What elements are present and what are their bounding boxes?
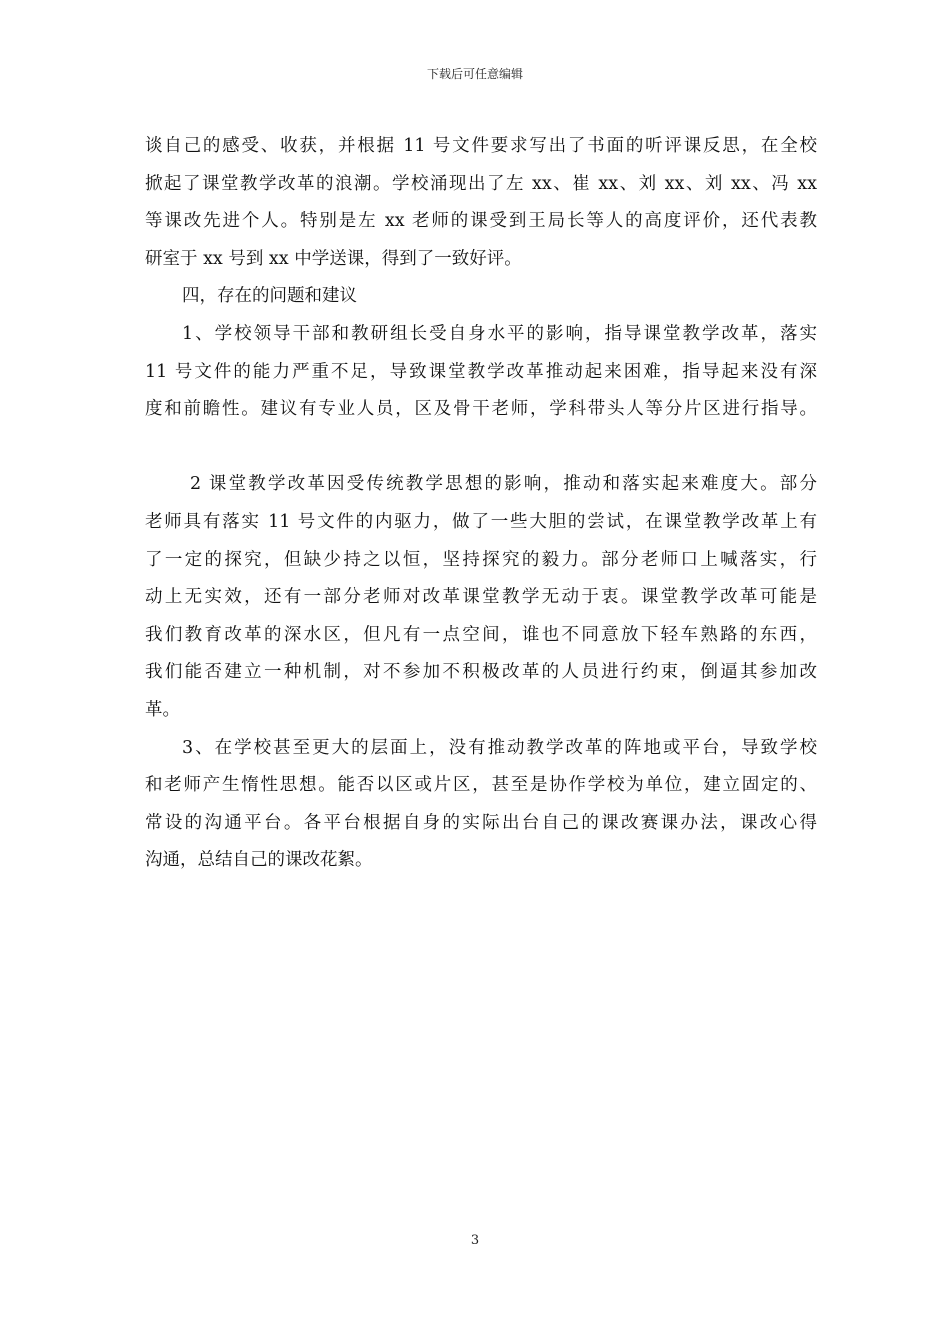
text-line: 3、在学校甚至更大的层面上，没有推动教学改革的阵地或平台，导致学校 (182, 737, 817, 758)
paragraph-suggestion-1 (145, 316, 817, 429)
text-line: 谈自己的感受、收获，并根据 11 号文件要求写出了书面的听评课反思，在全校 (145, 136, 817, 156)
text-line: 动上无实效，还有一部分老师对改革课堂教学无动于衷。课堂教学改革可能是 (145, 587, 817, 608)
text-line: 度和前瞻性。建议有专业人员，区及骨干老师，学科带头人等分片区进行指导。 (145, 399, 817, 420)
text-line: 常设的沟通平台。各平台根据自身的实际出台自己的课改赛课办法，课改心得 (145, 812, 817, 833)
text-line: 我们能否建立一种机制，对不参加不积极改革的人员进行约束，倒逼其参加改 (145, 662, 817, 683)
text-line: 2 课堂教学改革因受传统教学思想的影响，推动和落实起来难度大。部分 (190, 474, 817, 495)
text-line: 我们教育改革的深水区，但凡有一点空间，谁也不同意放下轻车熟路的东西， (145, 624, 817, 645)
text-line: 了一定的探究，但缺少持之以恒，坚持探究的毅力。部分老师口上喊落实，行 (145, 549, 817, 570)
page-header: 下载后可任意编辑 (426, 67, 523, 81)
text-line: 研室于 xx 号到 xx 中学送课，得到了一致好评。 (145, 248, 522, 269)
section-heading: 四，存在的问题和建议 (182, 286, 357, 307)
text-line: 老师具有落实 11 号文件的内驱力，做了一些大胆的尝试，在课堂教学改革上有 (145, 511, 817, 532)
paragraph-continued (145, 128, 817, 278)
text-line: 革。 (145, 699, 180, 720)
text-line: 沟通，总结自己的课改花絮。 (145, 850, 373, 871)
paragraph-suggestion-3 (145, 730, 817, 880)
paragraph-spacer (145, 429, 817, 467)
text-line: 1、学校领导干部和教研组长受自身水平的影响，指导课堂教学改革，落实 (182, 323, 817, 344)
page-number: 3 (470, 1233, 480, 1248)
text-line: 等课改先进个人。特别是左 xx 老师的课受到王局长等人的高度评价，还代表教 (145, 211, 817, 232)
document-body (145, 128, 817, 880)
text-line: 11 号文件的能力严重不足，导致课堂教学改革推动起来困难，指导起来没有深 (145, 361, 817, 382)
text-line: 掀起了课堂教学改革的浪潮。学校涌现出了左 xx、崔 xx、刘 xx、刘 xx、冯 xx (145, 173, 817, 194)
text-line: 和老师产生惰性思想。能否以区或片区，甚至是协作学校为单位，建立固定的、 (145, 775, 817, 796)
paragraph-suggestion-2 (145, 466, 817, 729)
